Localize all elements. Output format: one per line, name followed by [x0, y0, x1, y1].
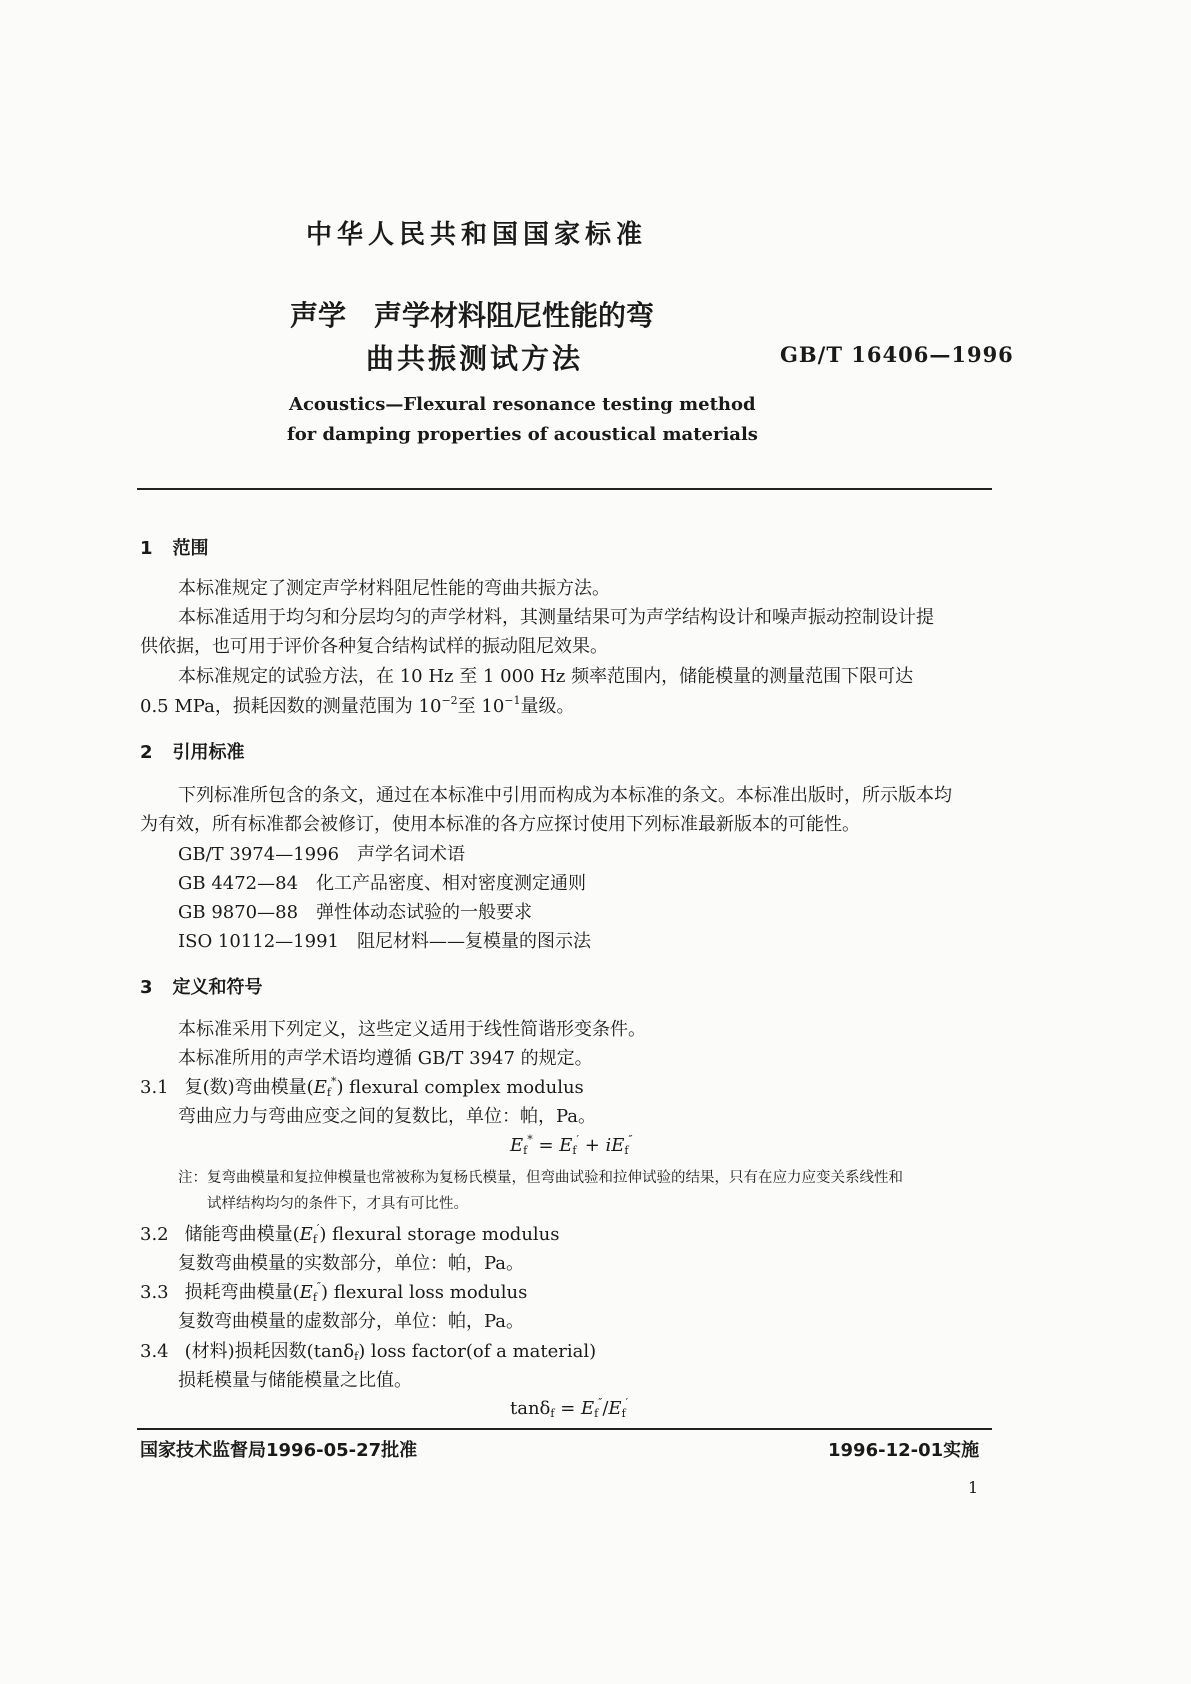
s1-paragraph-2-line2: 供依据，也可用于评价各种复合结构试样的振动阻尼效果。	[140, 636, 608, 657]
effective-date: 1996-12-01实施	[828, 1440, 980, 1461]
symbol-superscript: *	[330, 1075, 337, 1088]
section-3-number: 3	[140, 977, 153, 998]
en-title-line2: for damping properties of acoustical materials	[287, 424, 758, 445]
term-cn: 损耗弯曲模量(	[184, 1282, 300, 1303]
formula-imaginary: i	[605, 1135, 612, 1156]
section-1-title: 范围	[172, 538, 209, 559]
clause-number: 3.4	[140, 1341, 169, 1362]
clause-number: 3.1	[140, 1077, 169, 1098]
formula-equals: =	[554, 1398, 582, 1419]
formula-superscript: ′	[625, 1396, 629, 1409]
section-2-number: 2	[140, 742, 153, 763]
s1-p3-text-c: 量级。	[520, 696, 575, 717]
reference-title: 声学名词术语	[357, 844, 466, 865]
definition-3-3-desc: 复数弯曲模量的虚数部分，单位：帕，Pa。	[178, 1311, 525, 1332]
reference-code: GB 9870—88	[178, 902, 299, 923]
formula-tan: tanδ	[510, 1398, 551, 1419]
reference-title: 化工产品密度、相对密度测定通则	[316, 873, 587, 894]
formula-equals: =	[532, 1135, 560, 1156]
section-3-title: 定义和符号	[172, 977, 263, 998]
term-en: ) flexural complex modulus	[336, 1077, 584, 1098]
s1-paragraph-1: 本标准规定了测定声学材料阻尼性能的弯曲共振方法。	[178, 578, 610, 599]
symbol-subscript: f	[326, 1086, 331, 1099]
s3-paragraph-2: 本标准所用的声学术语均遵循 GB/T 3947 的规定。	[178, 1048, 593, 1069]
symbol: E	[299, 1282, 313, 1303]
reference-code: ISO 10112—1991	[178, 931, 339, 952]
reference-code: GB/T 3974—1996	[178, 844, 340, 865]
standard-code: GB/T 16406—1996	[780, 342, 1014, 367]
s2-paragraph-line1: 下列标准所包含的条文，通过在本标准中引用而构成为本标准的条文。本标准出版时，所示版本均	[178, 785, 952, 806]
page-number: 1	[968, 1478, 979, 1497]
formula-plus: +	[578, 1135, 606, 1156]
formula-superscript: ″	[628, 1133, 633, 1146]
symbol-superscript: ″	[316, 1280, 321, 1293]
formula-superscript: ′	[576, 1133, 579, 1146]
reference-title: 阻尼材料——复模量的图示法	[357, 931, 591, 952]
approval-date: 国家技术监督局1996-05-27批准	[140, 1440, 418, 1461]
national-standard-heading: 中华人民共和国国家标准	[306, 220, 648, 250]
formula-symbol: E	[559, 1135, 573, 1156]
formula-subscript: f	[572, 1144, 577, 1157]
definition-3-3-term	[140, 1278, 527, 1304]
s1-p3-text-a: 0.5 MPa，损耗因数的测量范围为 10	[140, 696, 442, 717]
formula-superscript: *	[527, 1133, 533, 1146]
note-line1: 注：复弯曲模量和复拉伸模量也常被称为复杨氏模量，但弯曲试验和拉伸试验的结果，只有在应力应变关系线性和	[178, 1170, 903, 1186]
clause-number: 3.2	[140, 1224, 169, 1245]
header-divider	[137, 488, 992, 490]
reference-code: GB 4472—84	[178, 873, 299, 894]
formula-subscript: f	[594, 1407, 599, 1420]
symbol-subscript: f	[312, 1233, 317, 1246]
section-2-title: 引用标准	[172, 742, 245, 763]
section-2-heading	[140, 738, 245, 764]
reference-item	[178, 869, 586, 895]
formula-symbol: E	[510, 1135, 524, 1156]
s1-p3-text-b: 至 10	[457, 696, 505, 717]
reference-item	[178, 840, 465, 866]
symbol-subscript: f	[312, 1291, 317, 1304]
exponent-1: −2	[441, 694, 458, 707]
definition-3-2-term	[140, 1220, 560, 1246]
reference-item	[178, 898, 532, 924]
formula-loss-factor	[510, 1396, 628, 1420]
s2-paragraph-line2: 为有效，所有标准都会被修订，使用本标准的各方应探讨使用下列标准最新版本的可能性。	[140, 814, 860, 835]
term-cn: 储能弯曲模量(	[184, 1224, 300, 1245]
section-1-number: 1	[140, 538, 153, 559]
definition-3-4-desc: 损耗模量与储能模量之比值。	[178, 1370, 412, 1391]
cn-title-line1: 声学 声学材料阻尼性能的弯	[290, 299, 655, 332]
note-line2: 试样结构均匀的条件下，才具有可比性。	[207, 1196, 468, 1212]
formula-subscript: f	[621, 1407, 626, 1420]
section-3-heading	[140, 973, 263, 999]
term-cn: 复(数)弯曲模量(	[184, 1077, 314, 1098]
term-cn: (材料)损耗因数(tanδ	[184, 1341, 355, 1362]
reference-item	[178, 927, 591, 953]
term-en: ) loss factor(of a material)	[358, 1341, 597, 1362]
definition-3-4-term	[140, 1337, 596, 1363]
formula-complex-modulus	[510, 1133, 633, 1157]
symbol: E	[313, 1077, 327, 1098]
formula-symbol: E	[611, 1135, 625, 1156]
definition-3-1-term	[140, 1073, 584, 1099]
s1-paragraph-3-line2	[140, 692, 575, 718]
formula-subscript: f	[624, 1144, 629, 1157]
formula-subscript: f	[550, 1407, 555, 1420]
formula-symbol: E	[581, 1398, 595, 1419]
formula-subscript: f	[523, 1144, 528, 1157]
definition-3-1-desc: 弯曲应力与弯曲应变之间的复数比，单位：帕，Pa。	[178, 1106, 597, 1127]
s1-paragraph-2-line1: 本标准适用于均匀和分层均匀的声学材料，其测量结果可为声学结构设计和噪声振动控制设计提	[178, 607, 934, 628]
exponent-2: −1	[504, 694, 521, 707]
symbol-superscript: ′	[316, 1222, 320, 1235]
cn-title-line2: 曲共振测试方法	[366, 342, 584, 375]
symbol-subscript: f	[354, 1350, 359, 1363]
clause-number: 3.3	[140, 1282, 169, 1303]
reference-title: 弹性体动态试验的一般要求	[316, 902, 533, 923]
term-en: ) flexural storage modulus	[319, 1224, 560, 1245]
formula-superscript: ″	[598, 1396, 603, 1409]
term-en: ) flexural loss modulus	[321, 1282, 528, 1303]
section-1-heading	[140, 534, 209, 560]
en-title-line1: Acoustics—Flexural resonance testing method	[289, 394, 756, 415]
s3-paragraph-1: 本标准采用下列定义，这些定义适用于线性简谐形变条件。	[178, 1019, 646, 1040]
definition-3-2-desc: 复数弯曲模量的实数部分，单位：帕，Pa。	[178, 1253, 525, 1274]
formula-symbol: E	[608, 1398, 622, 1419]
footer-divider	[137, 1428, 992, 1430]
s1-paragraph-3-line1: 本标准规定的试验方法，在 10 Hz 至 1 000 Hz 频率范围内，储能模量的测量范围下限可达	[178, 666, 914, 687]
symbol: E	[299, 1224, 313, 1245]
formula-slash: /	[602, 1398, 609, 1419]
